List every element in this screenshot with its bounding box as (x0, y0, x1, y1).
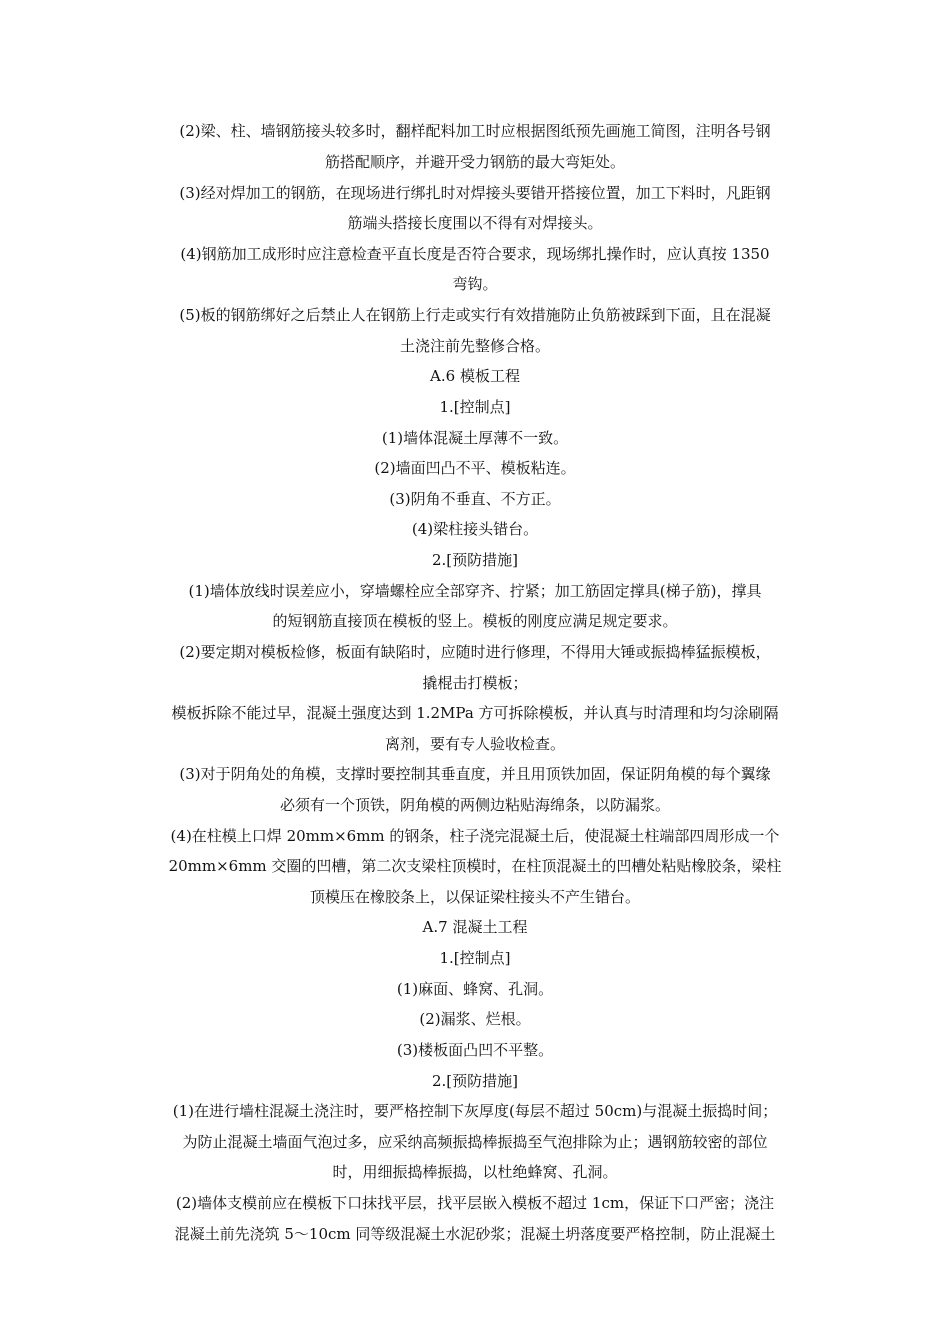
text-line: (4)梁柱接头错台。 (411, 520, 539, 538)
text-line: (2)梁、柱、墙钢筋接头较多时，翻样配料加工时应根据图纸预先画施工简图，注明各号钢 (179, 122, 771, 140)
text-line: 为防止混凝土墙面气泡过多，应采纳高频振捣棒振捣至气泡排除为止；遇钢筋较密的部位 (182, 1133, 768, 1151)
text-line: (1)在进行墙柱混凝土浇注时，要严格控制下灰厚度(每层不超过 50cm)与混凝土振捣时间； (172, 1102, 778, 1120)
text-line: (4)钢筋加工成形时应注意检查平直长度是否符合要求，现场绑扎操作时，应认真按 1350 (180, 245, 770, 263)
subsection-heading: 1.[控制点] (439, 949, 511, 967)
text-line: 离剂，要有专人验收检查。 (384, 735, 565, 753)
text-line: 撬棍击打模板； (422, 674, 528, 692)
text-line: (1)墙体混凝土厚薄不一致。 (381, 429, 569, 447)
text-line: (3)经对焊加工的钢筋，在现场进行绑扎时对焊接头要错开搭接位置，加工下料时，凡距钢 (179, 184, 771, 202)
text-line: 顶模压在橡胶条上，以保证梁柱接头不产生错台。 (309, 888, 640, 906)
text-line: 弯钩。 (452, 275, 498, 293)
text-line: (2)要定期对模板检修，板面有缺陷时，应随时进行修理，不得用大锤或振捣棒猛振模板， (179, 643, 771, 661)
text-line: (5)板的钢筋绑好之后禁止人在钢筋上行走或实行有效措施防止负筋被踩到下面，且在混凝 (179, 306, 771, 324)
text-line: 筋端头搭接长度围以不得有对焊接头。 (347, 214, 603, 232)
text-line: (2)墙体支模前应在模板下口抹找平层，找平层嵌入模板不超过 1cm，保证下口严密；浇注 (175, 1194, 775, 1212)
text-line: (4)在柱模上口焊 20mm×6mm 的钢条，柱子浇完混凝土后，使混凝土柱端部四周形成一个 (170, 827, 780, 845)
subsection-heading: 2.[预防措施] (431, 551, 519, 569)
text-line: (2)墙面凹凸不平、模板粘连。 (374, 459, 576, 477)
text-line: (1)墙体放线时误差应小，穿墙螺栓应全部穿齐、拧紧；加工筋固定撑具(梯子筋)，撑具 (188, 582, 762, 600)
section-heading: A.7 混凝土工程 (422, 918, 528, 936)
text-line: (3)楼板面凸凹不平整。 (396, 1041, 554, 1059)
text-line: 筋搭配顺序，并避开受力钢筋的最大弯矩处。 (324, 153, 625, 171)
text-line: 模板拆除不能过早，混凝土强度达到 1.2MPa 方可拆除模板，并认真与时清理和均匀涂刷隔 (171, 704, 779, 722)
text-line: 混凝土前先浇筑 5～10cm 同等级混凝土水泥砂浆；混凝土坍落度要严格控制，防止混凝土 (174, 1225, 776, 1243)
text-line: 土浇注前先整修合格。 (399, 337, 550, 355)
text-line: (3)对于阴角处的角模，支撑时要控制其垂直度，并且用顶铁加固，保证阴角模的每个翼缘 (179, 765, 771, 783)
text-line: 时，用细振捣棒振捣，以杜绝蜂窝、孔洞。 (332, 1163, 618, 1181)
text-line: 20mm×6mm 交圈的凹槽，第二次支梁柱顶模时，在柱顶混凝土的凹槽处粘贴橡胶条，梁柱 (168, 857, 782, 875)
subsection-heading: 2.[预防措施] (431, 1072, 519, 1090)
section-heading: A.6 模板工程 (430, 367, 520, 385)
text-line: 必须有一个顶铁，阴角模的两侧边粘贴海绵条，以防漏浆。 (279, 796, 670, 814)
text-line: 的短钢筋直接顶在模板的竖上。模板的刚度应满足规定要求。 (272, 612, 678, 630)
text-line: (3)阴角不垂直、不方正。 (389, 490, 561, 508)
subsection-heading: 1.[控制点] (439, 398, 511, 416)
text-line: (2)漏浆、烂根。 (419, 1010, 531, 1028)
text-line: (1)麻面、蜂窝、孔洞。 (396, 980, 554, 998)
